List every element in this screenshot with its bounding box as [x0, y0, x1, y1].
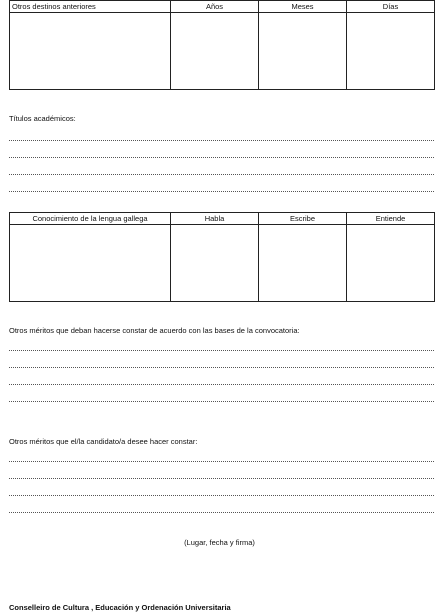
titulos-line[interactable]: [9, 174, 434, 175]
entiende-cell[interactable]: [347, 225, 435, 302]
days-header: Días: [347, 1, 435, 13]
titulos-line[interactable]: [9, 157, 434, 158]
escribe-cell[interactable]: [259, 225, 347, 302]
titulos-label: Títulos académicos:: [9, 114, 76, 123]
habla-header: Habla: [171, 213, 259, 225]
meritos-bases-line[interactable]: [9, 367, 434, 368]
footer-text: Conselleiro de Cultura , Educación y Ordenación Universitaria: [9, 603, 231, 612]
meritos-candidato-line[interactable]: [9, 495, 434, 496]
destinos-header: Otros destinos anteriores: [10, 1, 171, 13]
meritos-candidato-line[interactable]: [9, 478, 434, 479]
destinos-cell[interactable]: [10, 13, 171, 90]
meritos-bases-line[interactable]: [9, 384, 434, 385]
firma-text: (Lugar, fecha y firma): [184, 538, 255, 547]
years-cell[interactable]: [171, 13, 259, 90]
habla-cell[interactable]: [171, 225, 259, 302]
days-cell[interactable]: [347, 13, 435, 90]
meritos-candidato-line[interactable]: [9, 461, 434, 462]
titulos-line[interactable]: [9, 140, 434, 141]
destinos-table: [9, 0, 435, 90]
meritos-candidato-label: Otros méritos que el/la candidato/a desee hacer constar:: [9, 437, 198, 446]
entiende-header: Entiende: [347, 213, 435, 225]
meritos-bases-line[interactable]: [9, 401, 434, 402]
gallego-cell[interactable]: [10, 225, 171, 302]
gallego-table: [9, 212, 435, 302]
gallego-header: Conocimiento de la lengua gallega: [10, 213, 171, 225]
years-header: Años: [171, 1, 259, 13]
titulos-line[interactable]: [9, 191, 434, 192]
meritos-bases-line[interactable]: [9, 350, 434, 351]
meritos-candidato-line[interactable]: [9, 512, 434, 513]
months-cell[interactable]: [259, 13, 347, 90]
escribe-header: Escribe: [259, 213, 347, 225]
months-header: Meses: [259, 1, 347, 13]
meritos-bases-label: Otros méritos que deban hacerse constar de acuerdo con las bases de la convocatoria:: [9, 326, 300, 335]
